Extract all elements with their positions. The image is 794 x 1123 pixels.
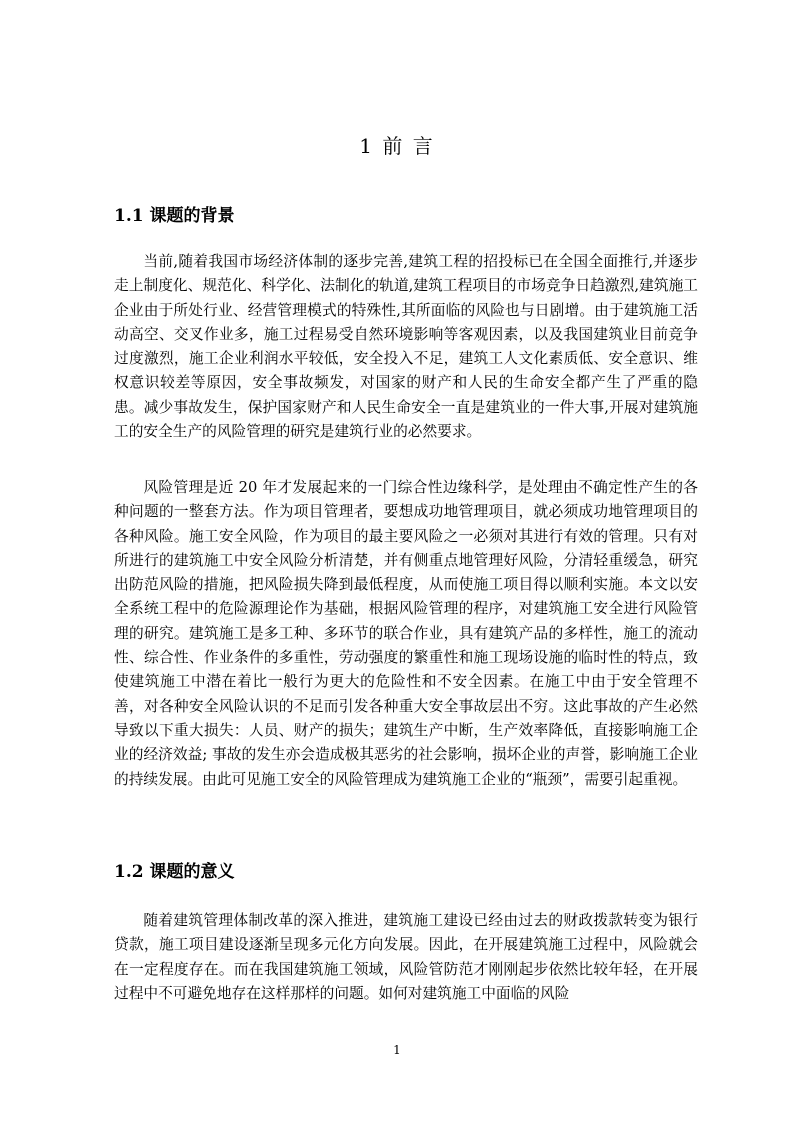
paragraph-significance-1: 随着建筑管理体制改革的深入推进，建筑施工建设已经由过去的财政拨款转变为银行贷款，施工项目建设逐渐呈现多元化方向发展。因此，在开展建筑施工过程中，风险就会在一定程度存在。而在我国建筑施工领域，风险管防范才刚刚起步依然比较年轻，在开展过程中不可避免地存在这样那样的问题。如何对建筑施工中面临的风险	[114, 912, 698, 1002]
chapter-title: 1 前 言	[359, 134, 435, 158]
paragraph-background-2: 风险管理是近 20 年才发展起来的一门综合性边缘科学，是处理由不确定性产生的各种问题的一整套方法。作为项目管理者，要想成功地管理项目，就必须成功地管理项目的各种风险。施工安全风险，作为项目的最主要风险之一必须对其进行有效的管理。只有对所进行的建筑施工中安全风险分析清楚，并有侧重点地管理好风险，分清轻重缓急，研究出防范风险的措施，把风险损失降到最低程度，从而使施工项目得以顺利实施。本文以安全系统工程中的危险源理论作为基础，根据风险管理的程序，对建筑施工安全进行风险管理的研究。建筑施工是多工种、多环节的联合作业，具有建筑产品的多样性，施工的流动性、综合性、作业条件的多重性，劳动强度的繁重性和施工现场设施的临时性的特点，致使建筑施工中潜在着比一般行为更大的危险性和不安全因素。在施工中由于安全管理不善，对各种安全风险认识的不足而引发各种重大安全事故层出不穷。这此事故的产生必然导致以下重大损失：人员、财产的损失；建筑生产中断，生产效率降低，直接影响施工企业的经济效益; 事故的发生亦会造成极其恶劣的社会影响，损坏企业的声誉，影响施工企业的持续发展。由此可见施工安全的风险管理成为建筑施工企业的“瓶颈”，需要引起重视。	[114, 479, 698, 788]
section-heading-background: 1.1 课题的背景	[114, 206, 235, 226]
section-heading-significance: 1.2 课题的意义	[114, 862, 235, 882]
page-number: 1	[393, 1043, 401, 1057]
paragraph-background-1: 当前,随着我国市场经济体制的逐步完善,建筑工程的招投标已在全国全面推行,并逐步走上制度化、规范化、科学化、法制化的轨道,建筑工程项目的市场竞争日趋激烈,建筑施工企业由于所处行业、经营管理模式的特殊性,其所面临的风险也与日剧增。由于建筑施工活动高空、交叉作业多，施工过程易受自然环境影响等客观因素，以及我国建筑业目前竞争过度激烈，施工企业利润水平较低，安全投入不足，建筑工人文化素质低、安全意识、维权意识较差等原因，安全事故频发，对国家的财产和人民的生命安全都产生了严重的隐患。减少事故发生，保护国家财产和人民生命安全一直是建筑业的一件大事,开展对建筑施工的安全生产的风险管理的研究是建筑行业的必然要求。	[114, 253, 698, 441]
